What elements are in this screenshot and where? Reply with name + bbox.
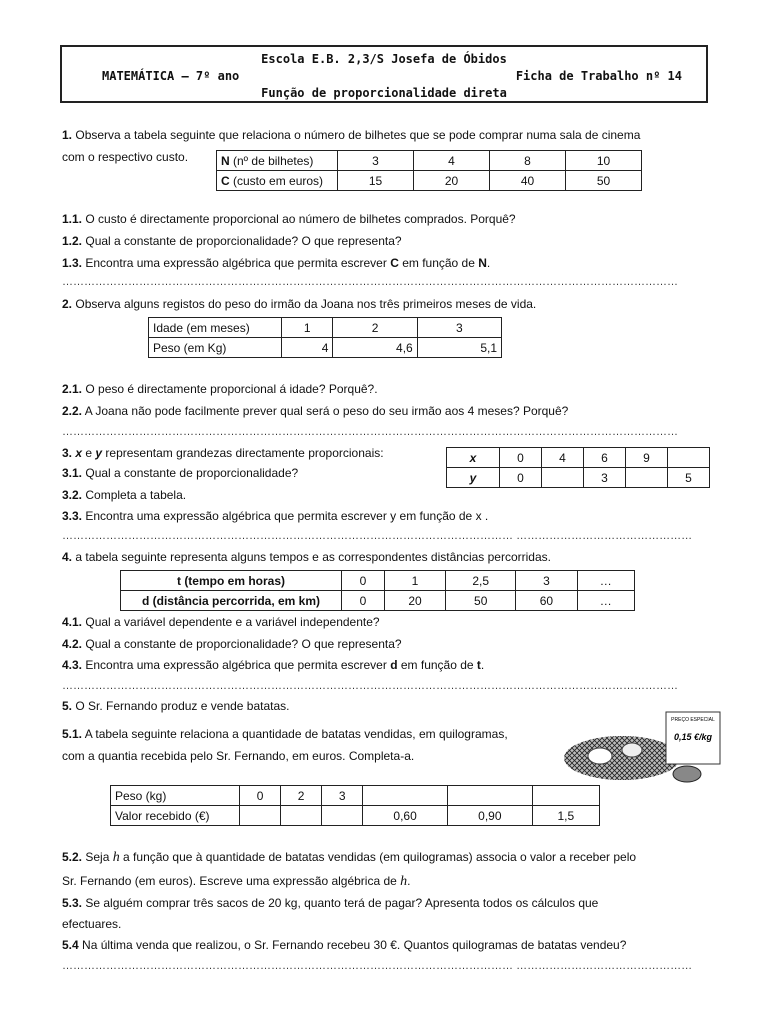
q5-cell: [281, 806, 322, 826]
q2-row1-label: Idade (em meses): [149, 318, 282, 338]
q3-row-y-label: y: [447, 468, 500, 488]
q2-cell: 4: [282, 338, 333, 358]
q3-cell: 3: [584, 468, 626, 488]
q3-cell: 9: [626, 448, 668, 468]
q1-1: 1.1. O custo é directamente proporcional ao número de bilhetes comprados. Porquê?: [62, 212, 516, 226]
q1-cell: 4: [414, 151, 490, 171]
q2-2: 2.2. A Joana não pode facilmente prever qual será o peso do seu irmão aos 4 meses? Porquê?: [62, 404, 569, 418]
school-name: Escola E.B. 2,3/S Josefa de Óbidos: [261, 52, 507, 66]
q4-3: 4.3. Encontra uma expressão algébrica que permita escrever d em função de t.: [62, 658, 485, 672]
q5-2-b: Sr. Fernando (em euros). Escreve uma expressão algébrica de h.: [62, 874, 411, 889]
q5-cell: [240, 806, 281, 826]
q5-cell: [447, 786, 532, 806]
q2-cell: 2: [333, 318, 417, 338]
q3-1: 3.1. Qual a constante de proporcionalidade?: [62, 466, 299, 480]
answer-line: …………………………………………………………………………………………………………… …………………………………………: [62, 960, 693, 972]
potato: [622, 743, 642, 757]
subject: MATEMÁTICA – 7º ano: [102, 69, 240, 83]
q5-1: 5.1. A tabela seguinte relaciona a quantidade de batatas vendidas, em quilogramas,: [62, 727, 508, 741]
potato: [588, 748, 612, 764]
q5-cell: 0,90: [447, 806, 532, 826]
q1-text: 1. Observa a tabela seguinte que relaciona o número de bilhetes que se pode comprar numa sala de cinema: [62, 128, 641, 142]
q4-cell: 60: [516, 591, 577, 611]
q3-table: [446, 447, 710, 488]
potato-sack-illustration: [562, 708, 722, 790]
q3-3: 3.3. Encontra uma expressão algébrica que permita escrever y em função de x .: [62, 509, 489, 523]
q1-text-b: com o respectivo custo.: [62, 150, 189, 164]
q5-text: 5. O Sr. Fernando produz e vende batatas.: [62, 699, 290, 713]
q3-cell: 5: [668, 468, 710, 488]
header-box: [60, 45, 708, 103]
q4-cell: 50: [446, 591, 516, 611]
q5-cell: [532, 786, 599, 806]
q1-row1-label: N (nº de bilhetes): [217, 151, 338, 171]
q5-4: 5.4 Na última venda que realizou, o Sr. Fernando recebeu 30 €. Quantos quilogramas de batatas vendeu?: [62, 938, 627, 952]
answer-line: ……………………………………………………………………………………………………………………………………………………: [62, 426, 678, 438]
q1-table: [216, 150, 642, 191]
q1-cell: 20: [414, 171, 490, 191]
q5-1-b: com a quantia recebida pelo Sr. Fernando, em euros. Completa-a.: [62, 749, 415, 763]
q4-text: 4. a tabela seguinte representa alguns tempos e as correspondentes distâncias percorridas.: [62, 550, 551, 564]
q1-cell: 40: [490, 171, 566, 191]
q4-cell: …: [577, 591, 634, 611]
q3-cell: 0: [500, 448, 542, 468]
q1-cell: 10: [566, 151, 642, 171]
q4-cell: 0: [342, 591, 385, 611]
q5-row1-label: Peso (kg): [111, 786, 240, 806]
q1-3: 1.3. Encontra uma expressão algébrica que permita escrever C em função de N.: [62, 256, 491, 270]
q2-row2-label: Peso (em Kg): [149, 338, 282, 358]
q4-2: 4.2. Qual a constante de proporcionalidade? O que representa?: [62, 637, 402, 651]
q4-cell: 3: [516, 571, 577, 591]
q4-cell: 1: [384, 571, 445, 591]
q4-cell: 20: [384, 591, 445, 611]
q4-1: 4.1. Qual a variável dependente e a variável independente?: [62, 615, 380, 629]
q1-row2-label: C (custo em euros): [217, 171, 338, 191]
q5-2: 5.2. Seja h a função que à quantidade de batatas vendidas (em quilogramas) associa o valor a receber pelo: [62, 850, 637, 865]
price-sign-title: PREÇO ESPECIAL: [671, 717, 715, 723]
topic: Função de proporcionalidade direta: [261, 86, 507, 100]
q1-2: 1.2. Qual a constante de proporcionalidade? O que representa?: [62, 234, 402, 248]
q3-2: 3.2. Completa a tabela.: [62, 488, 187, 502]
q5-row2-label: Valor recebido (€): [111, 806, 240, 826]
q3-row-x-label: x: [447, 448, 500, 468]
q3-cell: 0: [500, 468, 542, 488]
q4-row1-label: t (tempo em horas): [121, 571, 342, 591]
q3-cell: 4: [542, 448, 584, 468]
q2-cell: 4,6: [333, 338, 417, 358]
sheet-number: Ficha de Trabalho nº 14: [515, 69, 682, 83]
sack-net: [564, 736, 680, 780]
q4-row2-label: d (distância percorrida, em km): [121, 591, 342, 611]
q4-table: [120, 570, 635, 611]
q5-cell: [363, 786, 448, 806]
q5-cell: 3: [322, 786, 363, 806]
q2-table: [148, 317, 502, 358]
q1-cell: 50: [566, 171, 642, 191]
q5-cell: 1,5: [532, 806, 599, 826]
q1-cell: 8: [490, 151, 566, 171]
q4-cell: 2,5: [446, 571, 516, 591]
q5-3-b: efectuares.: [62, 917, 122, 931]
q5-cell: 0,60: [363, 806, 448, 826]
q1-cell: 15: [338, 171, 414, 191]
q5-cell: [322, 806, 363, 826]
q5-cell: 0: [240, 786, 281, 806]
q2-text: 2. Observa alguns registos do peso do irmão da Joana nos três primeiros meses de vida.: [62, 297, 537, 311]
answer-line: …………………………………………………………………………………………………………… …………………………………………: [62, 530, 693, 542]
q5-3: 5.3. Se alguém comprar três sacos de 20 kg, quanto terá de pagar? Apresenta todos os cálculos que: [62, 896, 599, 910]
q4-cell: …: [577, 571, 634, 591]
q5-table: [110, 785, 600, 826]
answer-line: ……………………………………………………………………………………………………………………………………………………: [62, 680, 678, 692]
q2-1: 2.1. O peso é directamente proporcional á idade? Porquê?.: [62, 382, 378, 396]
answer-line: ……………………………………………………………………………………………………………………………………………………: [62, 276, 678, 288]
q3-cell: [542, 468, 584, 488]
price-sign-value: 0,15 €/kg: [673, 732, 713, 742]
q3-cell: [668, 448, 710, 468]
q2-cell: 1: [282, 318, 333, 338]
q3-cell: 6: [584, 448, 626, 468]
q4-cell: 0: [342, 571, 385, 591]
q3-text: 3. x e y representam grandezas directamente proporcionais:: [62, 446, 384, 460]
potato: [673, 766, 701, 782]
q3-cell: [626, 468, 668, 488]
q5-cell: 2: [281, 786, 322, 806]
q1-cell: 3: [338, 151, 414, 171]
q2-cell: 3: [417, 318, 501, 338]
q2-cell: 5,1: [417, 338, 501, 358]
